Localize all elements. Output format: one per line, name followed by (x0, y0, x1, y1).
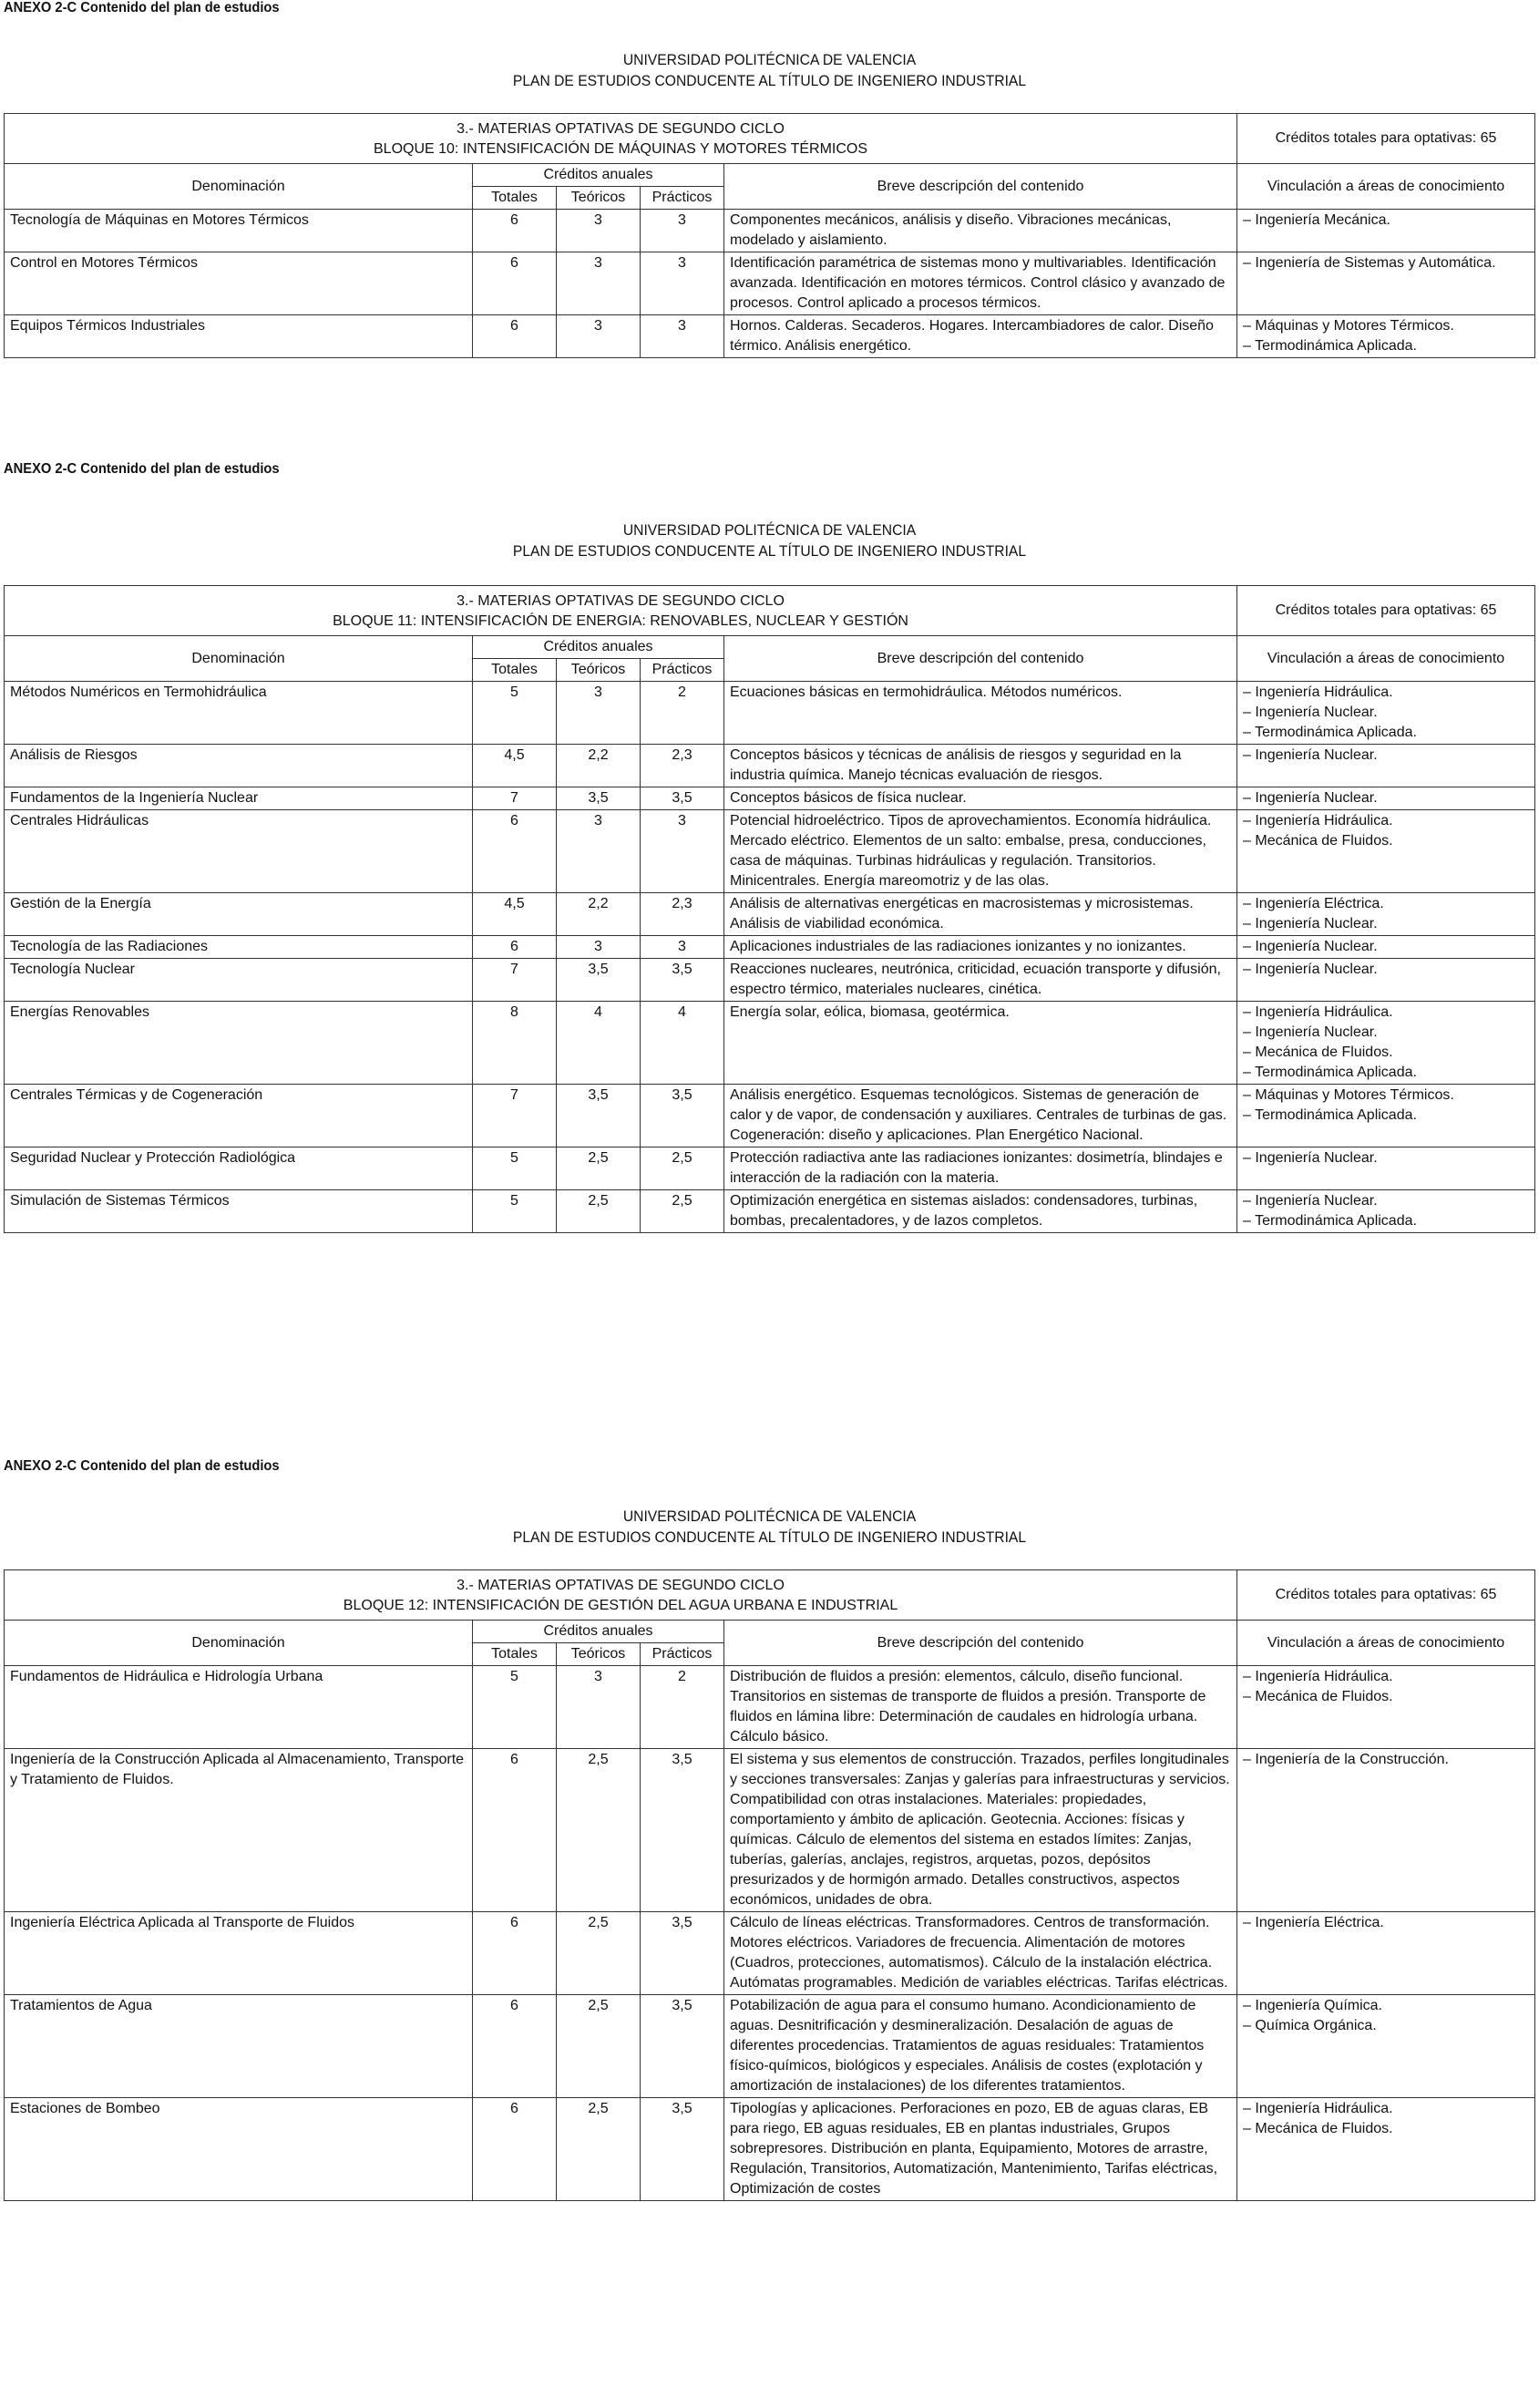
header-totales: Totales (473, 1643, 557, 1666)
table-row (5, 2098, 1535, 2201)
credits-practice: 2 (641, 682, 724, 745)
university-title: UNIVERSIDAD POLITÉCNICA DE VALENCIA (622, 521, 917, 539)
plan-title: PLAN DE ESTUDIOS CONDUCENTE AL TÍTULO DE INGENIERO INDUSTRIAL (512, 72, 1027, 89)
bloque-title: BLOQUE 11: INTENSIFICACIÓN DE ENERGIA: RENOVABLES, NUCLEAR Y GESTIÓN (333, 613, 908, 629)
credits-theory: 3 (557, 936, 641, 959)
credits-total: 6 (473, 1749, 557, 1912)
credits-theory: 2,5 (557, 1749, 641, 1912)
subject-name: Tecnología Nuclear (5, 959, 473, 1002)
table-row (5, 210, 1535, 252)
subject-description: Cálculo de líneas eléctricas. Transformadores. Centros de transformación. Motores eléctricos. Variadores de frecuencia. Alimentación de motores (Cuadros, protecciones, automatismos). Cálculo de la instalación eléctrica. Autómatas programables. Medición de variables eléctricas. Tarifas eléctricas. (724, 1912, 1237, 1995)
header-denominacion: Denominación (5, 1621, 473, 1666)
subject-description: Distribución de fluidos a presión: elementos, cálculo, diseño funcional. Transitorios en sistemas de transporte de fluidos a presión. Transporte de fluidos en lámina libre: Determinación de caudales en hidrología urbana. Cálculo básico. (724, 1666, 1237, 1749)
subject-description: Tipologías y aplicaciones. Perforaciones en pozo, EB de aguas claras, EB para riego, EB aguas residuales, EB en plantas industriales, Grupos sobrepresores. Distribución en planta, Equipamiento, Motores de arrastre, Regulación, Transitorios, Automatización, Mantenimiento, Tarifas eléctricas, Optimización de costes (724, 2098, 1237, 2201)
area-item: – Ingeniería Hidráulica. (1243, 683, 1529, 703)
bloque-title: BLOQUE 10: INTENSIFICACIÓN DE MÁQUINAS Y MOTORES TÉRMICOS (374, 141, 868, 157)
table-row (5, 936, 1535, 959)
header-descripcion: Breve descripción del contenido (724, 164, 1237, 210)
column-header-row (5, 164, 1535, 187)
header-descripcion: Breve descripción del contenido (724, 636, 1237, 682)
table-header-row (5, 114, 1535, 164)
knowledge-areas (1237, 1190, 1535, 1233)
area-item: – Ingeniería Eléctrica. (1243, 894, 1529, 914)
credits-theory: 3 (557, 1666, 641, 1749)
area-item: – Máquinas y Motores Térmicos. (1243, 1086, 1529, 1106)
area-item: – Ingeniería Hidráulica. (1243, 1667, 1529, 1687)
annex-title: ANEXO 2-C Contenido del plan de estudios (4, 1458, 280, 1474)
credits-total: 7 (473, 959, 557, 1002)
credits-practice: 3,5 (641, 1749, 724, 1912)
area-item: – Ingeniería Hidráulica. (1243, 811, 1529, 831)
knowledge-areas (1237, 315, 1535, 358)
header-totales: Totales (473, 187, 557, 210)
credits-theory: 2,5 (557, 1995, 641, 2098)
header-teoricos: Teóricos (557, 659, 641, 682)
materias-title: 3.- MATERIAS OPTATIVAS DE SEGUNDO CICLO (457, 593, 785, 609)
subject-description: Aplicaciones industriales de las radiaciones ionizantes y no ionizantes. (724, 936, 1237, 959)
subject-name: Energías Renovables (5, 1002, 473, 1085)
credits-total: 5 (473, 682, 557, 745)
total-credits: Créditos totales para optativas: 65 (1237, 114, 1535, 164)
credits-practice: 2,3 (641, 745, 724, 787)
total-credits: Créditos totales para optativas: 65 (1237, 586, 1535, 636)
area-item: – Ingeniería Eléctrica. (1243, 1913, 1529, 1933)
credits-total: 6 (473, 315, 557, 358)
materias-title: 3.- MATERIAS OPTATIVAS DE SEGUNDO CICLO (457, 121, 785, 137)
column-header-row (5, 1621, 1535, 1643)
subject-description: Identificación paramétrica de sistemas mono y multivariables. Identificación avanzada. Identificación en motores térmicos. Control clásico y avanzado de procesos. Control aplicado a procesos térmicos. (724, 252, 1237, 315)
credits-practice: 4 (641, 1002, 724, 1085)
plan-table (4, 113, 1535, 358)
credits-total: 6 (473, 810, 557, 893)
knowledge-areas (1237, 1002, 1535, 1085)
header-denominacion: Denominación (5, 636, 473, 682)
credits-practice: 3 (641, 252, 724, 315)
subject-description: Ecuaciones básicas en termohidráulica. Métodos numéricos. (724, 682, 1237, 745)
document-header (0, 49, 1539, 91)
area-item: – Mecánica de Fluidos. (1243, 1043, 1529, 1063)
header-vinculacion: Vinculación a áreas de conocimiento (1237, 636, 1535, 682)
knowledge-areas (1237, 745, 1535, 787)
subject-description: Energía solar, eólica, biomasa, geotérmica. (724, 1002, 1237, 1085)
credits-total: 8 (473, 1002, 557, 1085)
area-item: – Máquinas y Motores Térmicos. (1243, 316, 1529, 336)
credits-total: 7 (473, 1085, 557, 1147)
table-row (5, 1147, 1535, 1190)
plan-table (4, 585, 1535, 1233)
subject-description: Componentes mecánicos, análisis y diseño. Vibraciones mecánicas, modelado y aislamiento. (724, 210, 1237, 252)
header-descripcion: Breve descripción del contenido (724, 1621, 1237, 1666)
credits-theory: 2,5 (557, 1912, 641, 1995)
credits-total: 4,5 (473, 893, 557, 936)
plan-title: PLAN DE ESTUDIOS CONDUCENTE AL TÍTULO DE INGENIERO INDUSTRIAL (512, 542, 1027, 560)
credits-theory: 3 (557, 810, 641, 893)
subject-description: Conceptos básicos de física nuclear. (724, 787, 1237, 810)
subject-name: Fundamentos de la Ingeniería Nuclear (5, 787, 473, 810)
subject-description: Hornos. Calderas. Secaderos. Hogares. Intercambiadores de calor. Diseño térmico. Análisis energético. (724, 315, 1237, 358)
subject-name: Estaciones de Bombeo (5, 2098, 473, 2201)
credits-practice: 3 (641, 210, 724, 252)
subject-description: Potencial hidroeléctrico. Tipos de aprovechamientos. Economía hidráulica. Mercado eléctrico. Elementos de un salto: embalse, presa, conducciones, casa de máquinas. Turbinas hidráulicas y regulación. Transitorios. Minicentrales. Energía mareomotriz y de las olas. (724, 810, 1237, 893)
column-header-row (5, 636, 1535, 659)
header-totales: Totales (473, 659, 557, 682)
area-item: – Ingeniería Nuclear. (1243, 788, 1529, 808)
annex-title: ANEXO 2-C Contenido del plan de estudios (4, 0, 280, 15)
credits-theory: 2,5 (557, 1147, 641, 1190)
knowledge-areas (1237, 1666, 1535, 1749)
area-item: – Ingeniería Química. (1243, 1996, 1529, 2016)
header-creditos-anuales: Créditos anuales (473, 636, 724, 659)
table-row (5, 1749, 1535, 1912)
plan-table (4, 1569, 1535, 2201)
knowledge-areas (1237, 893, 1535, 936)
credits-practice: 3,5 (641, 787, 724, 810)
credits-theory: 3 (557, 315, 641, 358)
credits-total: 5 (473, 1147, 557, 1190)
subject-name: Gestión de la Energía (5, 893, 473, 936)
university-title: UNIVERSIDAD POLITÉCNICA DE VALENCIA (622, 1508, 917, 1525)
area-item: – Termodinámica Aplicada. (1243, 723, 1529, 743)
credits-total: 6 (473, 252, 557, 315)
credits-total: 6 (473, 210, 557, 252)
subject-description: Potabilización de agua para el consumo humano. Acondicionamiento de aguas. Desnitrificación y desmineralización. Desalación de aguas de diferentes procedencias. Tratamientos de aguas residuales: Tratamientos físico-químicos, biológicos y especiales. Análisis de costes (explotación y amortización de instalaciones) de los diferentes tratamientos. (724, 1995, 1237, 2098)
credits-total: 6 (473, 2098, 557, 2201)
table-row (5, 315, 1535, 358)
header-vinculacion: Vinculación a áreas de conocimiento (1237, 1621, 1535, 1666)
area-item: – Ingeniería Mecánica. (1243, 211, 1529, 231)
knowledge-areas (1237, 1085, 1535, 1147)
plan-title: PLAN DE ESTUDIOS CONDUCENTE AL TÍTULO DE INGENIERO INDUSTRIAL (512, 1528, 1027, 1546)
subject-name: Tratamientos de Agua (5, 1995, 473, 2098)
subject-name: Ingeniería de la Construcción Aplicada al Almacenamiento, Transporte y Tratamiento de Fluidos. (5, 1749, 473, 1912)
credits-practice: 2,5 (641, 1147, 724, 1190)
area-item: – Ingeniería de la Construcción. (1243, 1750, 1529, 1770)
credits-theory: 3,5 (557, 959, 641, 1002)
table-row (5, 1912, 1535, 1995)
area-item: – Termodinámica Aplicada. (1243, 1106, 1529, 1126)
area-item: – Ingeniería Hidráulica. (1243, 2099, 1529, 2119)
subject-name: Métodos Numéricos en Termohidráulica (5, 682, 473, 745)
subject-name: Equipos Térmicos Industriales (5, 315, 473, 358)
credits-total: 5 (473, 1666, 557, 1749)
subject-description: Reacciones nucleares, neutrónica, criticidad, ecuación transporte y difusión, espectro térmico, materiales nucleares, cinética. (724, 959, 1237, 1002)
credits-theory: 2,5 (557, 2098, 641, 2201)
table-row (5, 1190, 1535, 1233)
header-teoricos: Teóricos (557, 1643, 641, 1666)
subject-description: El sistema y sus elementos de construcción. Trazados, perfiles longitudinales y secciones transversales: Zanjas y galerías para infraestructuras y servicios. Compatibilidad con otras instalaciones. Materiales: propiedades, comportamiento y ámbito de aplicación. Geotecnia. Acciones: físicas y químicas. Cálculo de elementos del sistema en estados límites: Zanjas, tuberías, galerías, anclajes, registros, arquetas, pozos, depósitos presurizados y de hormigón armado. Detalles constructivos, aspectos económicos, unidades de obra. (724, 1749, 1237, 1912)
subject-description: Optimización energética en sistemas aislados: condensadores, turbinas, bombas, precalentadores, y de lazos completos. (724, 1190, 1237, 1233)
table-row (5, 682, 1535, 745)
table-row (5, 1666, 1535, 1749)
materias-title: 3.- MATERIAS OPTATIVAS DE SEGUNDO CICLO (457, 1578, 785, 1593)
subject-name: Centrales Térmicas y de Cogeneración (5, 1085, 473, 1147)
credits-practice: 3 (641, 936, 724, 959)
area-item: – Mecánica de Fluidos. (1243, 831, 1529, 851)
university-title: UNIVERSIDAD POLITÉCNICA DE VALENCIA (622, 51, 917, 68)
block-title-cell (5, 586, 1237, 636)
table-header-row (5, 1570, 1535, 1621)
credits-total: 7 (473, 787, 557, 810)
credits-theory: 2,2 (557, 893, 641, 936)
area-item: – Mecánica de Fluidos. (1243, 1687, 1529, 1707)
subject-name: Centrales Hidráulicas (5, 810, 473, 893)
credits-theory: 3 (557, 210, 641, 252)
subject-name: Fundamentos de Hidráulica e Hidrología Urbana (5, 1666, 473, 1749)
header-creditos-anuales: Créditos anuales (473, 164, 724, 187)
credits-practice: 2 (641, 1666, 724, 1749)
credits-total: 6 (473, 1912, 557, 1995)
credits-practice: 2,3 (641, 893, 724, 936)
table-row (5, 1995, 1535, 2098)
subject-description: Análisis de alternativas energéticas en macrosistemas y microsistemas. Análisis de viabilidad económica. (724, 893, 1237, 936)
area-item: – Mecánica de Fluidos. (1243, 2119, 1529, 2139)
area-item: – Termodinámica Aplicada. (1243, 1063, 1529, 1083)
area-item: – Ingeniería Nuclear. (1243, 703, 1529, 723)
knowledge-areas (1237, 936, 1535, 959)
table-row (5, 959, 1535, 1002)
area-item: – Ingeniería Nuclear. (1243, 746, 1529, 766)
table-row (5, 787, 1535, 810)
table-header-row (5, 586, 1535, 636)
knowledge-areas (1237, 1912, 1535, 1995)
header-practicos: Prácticos (641, 187, 724, 210)
area-item: – Termodinámica Aplicada. (1243, 1211, 1529, 1231)
header-vinculacion: Vinculación a áreas de conocimiento (1237, 164, 1535, 210)
credits-practice: 3,5 (641, 1085, 724, 1147)
subject-description: Protección radiactiva ante las radiaciones ionizantes: dosimetría, blindajes e interacción de la radiación con la materia. (724, 1147, 1237, 1190)
subject-name: Seguridad Nuclear y Protección Radiológica (5, 1147, 473, 1190)
block-title-cell (5, 114, 1237, 164)
knowledge-areas (1237, 959, 1535, 1002)
credits-theory: 3 (557, 682, 641, 745)
subject-description: Conceptos básicos y técnicas de análisis de riesgos y seguridad en la industria química. Manejo técnicas evaluación de riesgos. (724, 745, 1237, 787)
knowledge-areas (1237, 2098, 1535, 2201)
credits-theory: 4 (557, 1002, 641, 1085)
annex-title: ANEXO 2-C Contenido del plan de estudios (4, 461, 280, 477)
table-row (5, 745, 1535, 787)
header-creditos-anuales: Créditos anuales (473, 1621, 724, 1643)
area-item: – Ingeniería Nuclear. (1243, 960, 1529, 980)
knowledge-areas (1237, 682, 1535, 745)
block-title-cell (5, 1570, 1237, 1621)
subject-name: Tecnología de las Radiaciones (5, 936, 473, 959)
header-denominacion: Denominación (5, 164, 473, 210)
knowledge-areas (1237, 252, 1535, 315)
table-row (5, 252, 1535, 315)
area-item: – Química Orgánica. (1243, 2016, 1529, 2036)
subject-name: Simulación de Sistemas Térmicos (5, 1190, 473, 1233)
knowledge-areas (1237, 810, 1535, 893)
credits-total: 6 (473, 1995, 557, 2098)
credits-theory: 2,2 (557, 745, 641, 787)
credits-practice: 2,5 (641, 1190, 724, 1233)
header-practicos: Prácticos (641, 1643, 724, 1666)
credits-practice: 3 (641, 810, 724, 893)
document-header (0, 1506, 1539, 1548)
credits-practice: 3,5 (641, 2098, 724, 2201)
table-row (5, 1002, 1535, 1085)
table-row (5, 1085, 1535, 1147)
header-teoricos: Teóricos (557, 187, 641, 210)
header-practicos: Prácticos (641, 659, 724, 682)
table-row (5, 810, 1535, 893)
document-header (0, 520, 1539, 561)
area-item: – Ingeniería Nuclear. (1243, 1191, 1529, 1211)
credits-theory: 3 (557, 252, 641, 315)
area-item: – Ingeniería Nuclear. (1243, 1023, 1529, 1043)
knowledge-areas (1237, 210, 1535, 252)
knowledge-areas (1237, 1749, 1535, 1912)
table-row (5, 893, 1535, 936)
credits-total: 4,5 (473, 745, 557, 787)
credits-practice: 3,5 (641, 1912, 724, 1995)
knowledge-areas (1237, 787, 1535, 810)
credits-theory: 3,5 (557, 787, 641, 810)
knowledge-areas (1237, 1995, 1535, 2098)
credits-practice: 3,5 (641, 1995, 724, 2098)
subject-name: Ingeniería Eléctrica Aplicada al Transporte de Fluidos (5, 1912, 473, 1995)
credits-theory: 3,5 (557, 1085, 641, 1147)
credits-total: 6 (473, 936, 557, 959)
credits-total: 5 (473, 1190, 557, 1233)
area-item: – Ingeniería Nuclear. (1243, 1148, 1529, 1168)
area-item: – Ingeniería Hidráulica. (1243, 1003, 1529, 1023)
area-item: – Termodinámica Aplicada. (1243, 336, 1529, 356)
subject-description: Análisis energético. Esquemas tecnológicos. Sistemas de generación de calor y de vapor, de condensación y auxiliares. Centrales de turbinas de gas. Cogeneración: diseño y aplicaciones. Plan Energético Nacional. (724, 1085, 1237, 1147)
knowledge-areas (1237, 1147, 1535, 1190)
area-item: – Ingeniería de Sistemas y Automática. (1243, 253, 1529, 273)
area-item: – Ingeniería Nuclear. (1243, 937, 1529, 957)
credits-theory: 2,5 (557, 1190, 641, 1233)
total-credits: Créditos totales para optativas: 65 (1237, 1570, 1535, 1621)
subject-name: Control en Motores Térmicos (5, 252, 473, 315)
subject-name: Tecnología de Máquinas en Motores Térmicos (5, 210, 473, 252)
credits-practice: 3 (641, 315, 724, 358)
subject-name: Análisis de Riesgos (5, 745, 473, 787)
credits-practice: 3,5 (641, 959, 724, 1002)
area-item: – Ingeniería Nuclear. (1243, 914, 1529, 934)
bloque-title: BLOQUE 12: INTENSIFICACIÓN DE GESTIÓN DEL AGUA URBANA E INDUSTRIAL (343, 1598, 898, 1613)
